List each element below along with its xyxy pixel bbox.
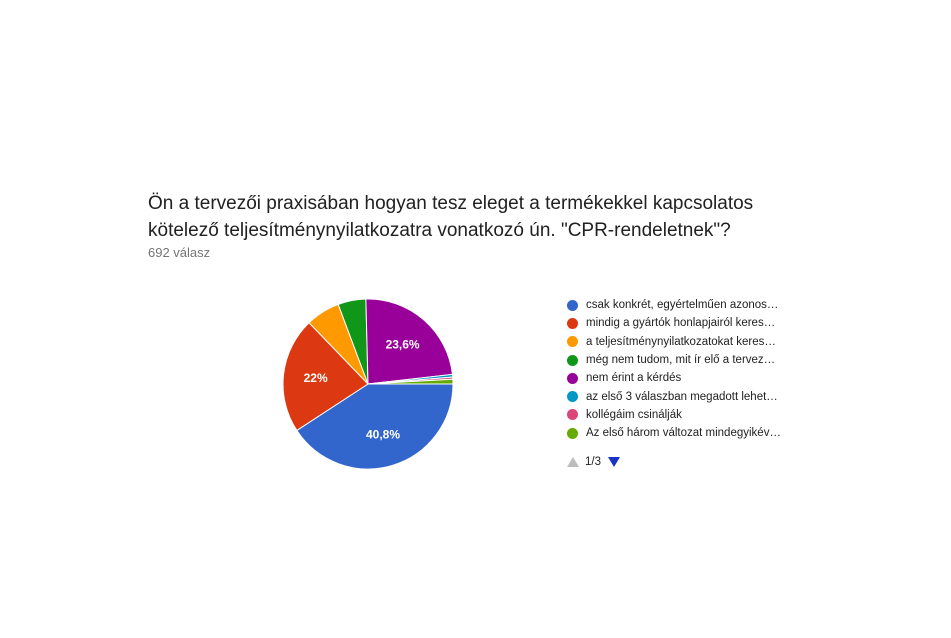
legend-item-1[interactable] <box>567 314 807 332</box>
legend-label: még nem tudom, mit ír elő a tervez… <box>586 354 776 367</box>
legend-label: Az első három változat mindegyikév… <box>586 427 781 440</box>
legend-pager <box>567 456 620 468</box>
legend-label: az első 3 válaszban megadott lehet… <box>586 390 778 403</box>
pie-slice-label-0: 40,8% <box>366 427 401 442</box>
legend-item-3[interactable] <box>567 351 807 369</box>
pie-slice-label-4: 23,6% <box>385 337 420 352</box>
question-title: Ön a tervezői praxisában hogyan tesz eleget a termékekkel kapcsolatos kötelező teljesítménynyilatkozatra vonatkozó ún. "CPR-rendeletnek"? <box>148 193 754 241</box>
legend-item-2[interactable] <box>567 333 807 351</box>
legend-dot-icon <box>567 428 578 439</box>
legend-label: mindig a gyártók honlapjairól keres… <box>586 317 776 330</box>
legend-dot-icon <box>567 373 578 384</box>
pie-chart-svg <box>280 296 456 472</box>
chart-legend <box>567 296 807 442</box>
legend-label: csak konkrét, egyértelműen azonos… <box>586 299 779 312</box>
legend-label: a teljesítménynyilatkozatokat keres… <box>586 335 776 348</box>
legend-dot-icon <box>567 300 578 311</box>
legend-dot-icon <box>567 409 578 420</box>
legend-label: nem érint a kérdés <box>586 372 682 385</box>
pie-slice-label-1: 22% <box>303 371 328 386</box>
pager-next-icon[interactable] <box>608 457 620 467</box>
legend-item-0[interactable] <box>567 296 807 314</box>
legend-item-4[interactable] <box>567 369 807 387</box>
response-count: 692 válasz <box>148 245 211 260</box>
legend-item-7[interactable] <box>567 424 807 442</box>
pie-chart <box>280 296 456 472</box>
legend-dot-icon <box>567 318 578 329</box>
legend-dot-icon <box>567 391 578 402</box>
legend-item-6[interactable] <box>567 406 807 424</box>
legend-dot-icon <box>567 355 578 366</box>
legend-item-5[interactable] <box>567 387 807 405</box>
pager-prev-icon <box>567 457 579 467</box>
legend-dot-icon <box>567 336 578 347</box>
legend-label: kollégáim csinálják <box>586 408 682 421</box>
pager-page-indicator: 1/3 <box>585 456 601 468</box>
